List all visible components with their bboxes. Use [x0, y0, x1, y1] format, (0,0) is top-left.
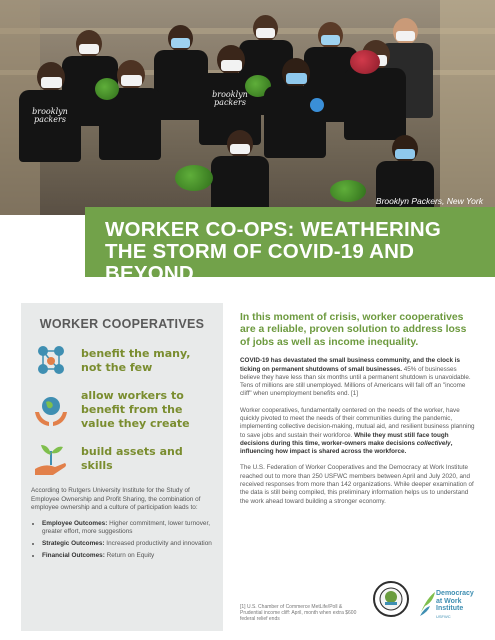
photo-caption: Brooklyn Packers, New York — [375, 196, 483, 206]
lead-statement: In this moment of crisis, worker cooperatives are a reliable, proven solution to address loss of jobs as well as income inequality. — [240, 312, 467, 348]
logo-subtext: USFWC — [436, 614, 451, 619]
main-column — [240, 312, 478, 514]
sidebar-heading: WORKER COOPERATIVES — [39, 317, 205, 331]
sidebar-intro: According to Rutgers University Institute for the Study of Employee Ownership and Profit Sharing, the combination of employee ownership and a culture of participation leads to: — [31, 487, 201, 512]
hero-photo — [0, 0, 495, 215]
logo-name: Democracy at Work Institute — [436, 590, 474, 612]
democracy-at-work-logo — [418, 582, 488, 622]
title-banner — [85, 207, 495, 285]
usfwc-seal-logo — [372, 580, 410, 618]
hands-globe-icon — [31, 390, 71, 430]
benefit-text: build assets and skills — [81, 445, 183, 472]
benefit-text: allow workers to benefit from the value they create — [81, 389, 190, 430]
paragraph-covid-impact: COVID-19 has devastated the small business community, and the clock is ticking on permanent shutdowns of small businesses. 45% of businesses believe they have less than six months until a permanent shutdown is unavoidable. Tens of millions are still unemployed. Millions of Americans will fall off an "income cliff" when unemployment benefits end. [1] — [240, 357, 471, 398]
list-item: • Financial Outcomes: Return on Equity — [42, 552, 213, 561]
worker-figure — [95, 60, 165, 215]
sidebar-panel — [21, 303, 223, 631]
hand-seedling-icon — [31, 439, 71, 479]
list-item: • Employee Outcomes: Higher commitment, lower turnover, greater effort, more suggestions — [42, 520, 213, 537]
page-title: WORKER CO-OPS: WEATHERING THE STORM OF COVID-19 AND BEYOND — [105, 218, 442, 285]
people-network-icon — [31, 341, 71, 381]
shirt-print: brooklyn packers — [32, 107, 68, 124]
footnote: [1] U.S. Chamber of Commerce MetLife/Poll & Prudential income cliff: April, month when extra $600 federal relief ends — [240, 604, 357, 622]
paragraph-coop-response: Worker cooperatives, fundamentally centered on the needs of the worker, have quickly pivoted to meet the needs of their communities during the pandemic, implementing collective decision-making, mutual aid, and resilient business planning to save jobs and sustain their workforce. While they must still face tough decisions during this time, worker-owners make decisions collectively, influencing how impact is shared across the workforce. — [240, 406, 475, 456]
worker-figure — [205, 130, 275, 215]
shirt-print: brooklyn packers — [212, 90, 248, 107]
benefit-item — [31, 341, 213, 381]
list-item: • Strategic Outcomes: Increased productivity and innovation — [42, 540, 213, 549]
benefit-item — [31, 439, 213, 479]
benefit-item — [31, 389, 213, 431]
worker-figure — [15, 62, 85, 215]
outcomes-list — [31, 520, 213, 560]
benefit-text: benefit the many, not the few — [81, 347, 191, 374]
paragraph-survey: The U.S. Federation of Worker Cooperatives and the Democracy at Work Institute reached out to more than 250 USFWC members between April and July 2020, and received responses from more than 142 organizations. While deeper examination of the data is still being compiled, this preliminary information helps us to understand the work ahead toward building a stronger economy. — [240, 464, 474, 505]
